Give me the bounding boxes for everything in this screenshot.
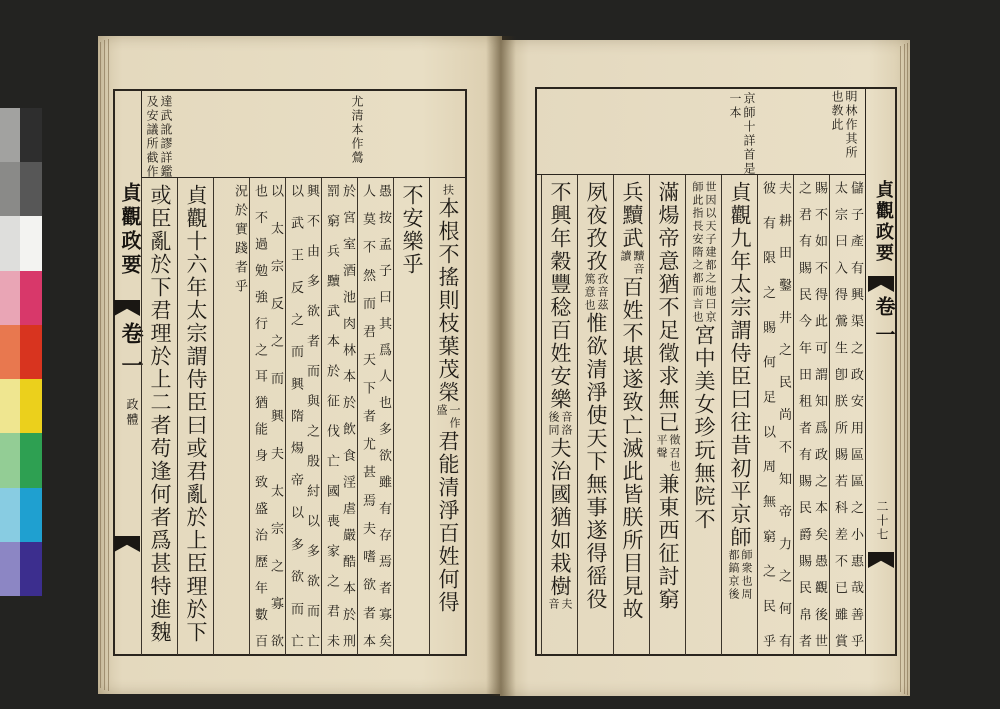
head-note-line: 一本 <box>728 92 742 120</box>
main-text: 君能清淨百姓何得 <box>436 430 460 614</box>
color-patch <box>0 108 20 162</box>
text-column <box>649 175 685 655</box>
interlinear-note <box>619 250 645 276</box>
main-text: 兼東西征討窮 <box>656 473 680 611</box>
commentary-column <box>213 178 249 655</box>
text-columns <box>141 178 465 655</box>
text-column <box>177 178 213 655</box>
main-text: 惟欲清淨使天下無事遂得徭役 <box>584 312 608 611</box>
section-label: 政體 <box>125 398 139 428</box>
book-title-edge: 貞觀政要 <box>118 182 142 278</box>
main-text: 貞觀九年太宗謂侍臣曰往昔初平京師 <box>728 181 752 549</box>
note-line: 音洛 <box>560 411 573 437</box>
note-line: 黷音 <box>632 250 645 276</box>
color-patch <box>0 488 20 542</box>
main-text: 兵黷武 <box>620 181 644 250</box>
color-patch <box>0 433 20 487</box>
note-line: 師此指長安隋之都而言也 <box>691 181 704 324</box>
commentary-line: 太宗曰入得鶯生卽朕所賜若科差不已雖賞 <box>832 181 847 647</box>
color-patch <box>0 379 20 433</box>
commentary-line: 也不過勉強行之耳猶能身致盛治歷年數百 <box>252 184 267 647</box>
main-text: 本根不搖則枝葉茂榮 <box>436 197 460 404</box>
head-note-line: 尤清本作鶯 <box>350 95 364 165</box>
text-column <box>613 175 649 655</box>
commentary-line: 人莫不然而君天下者尤甚焉夫嗜欲者本 <box>360 184 375 647</box>
note-line: 扶 <box>441 184 455 197</box>
main-text: 夫治國猶如栽樹 <box>548 437 572 598</box>
note-line: 孜音茲 <box>596 273 609 312</box>
commentary-column <box>793 175 829 655</box>
volume-label: 卷一 <box>118 322 144 386</box>
color-patch <box>20 325 42 379</box>
commentary-line: 以武王反之而興隋煬帝以多欲而亡 <box>288 184 303 647</box>
page-stack-edge <box>100 42 101 688</box>
color-patch <box>0 271 20 325</box>
head-note-line: 及安議所截作 <box>145 95 159 179</box>
book-gutter-shadow <box>486 36 516 696</box>
interlinear-note <box>442 184 455 197</box>
color-patch <box>20 488 42 542</box>
commentary-column <box>285 178 321 655</box>
note-line: 後同 <box>547 411 560 437</box>
page-stack-edge <box>104 40 105 690</box>
commentary-line: 以太宗反之而興夫太宗之寡欲 <box>268 184 283 647</box>
main-text: 宮中美女珍玩無院不 <box>692 324 716 531</box>
note-line: 徵召也 <box>668 434 681 473</box>
volume-label: 卷一 <box>872 296 896 352</box>
color-patch <box>20 162 42 216</box>
note-line: 盛 <box>435 404 448 417</box>
commentary-column <box>321 178 357 655</box>
interlinear-note <box>583 273 609 312</box>
commentary-line: 儲子產有興渠之政安用區區之小惠哉善乎 <box>848 181 863 647</box>
color-calibration-strip <box>0 108 42 596</box>
interlinear-note <box>727 549 753 601</box>
commentary-line: 興不由多欲者而與之殷紂以多欲而亡 <box>304 184 319 647</box>
commentary-line: 於宮室酒池肉林本於飲食淫虐嚴酷本於刑 <box>340 184 355 647</box>
note-line: 師衆也周 <box>740 549 753 601</box>
commentary-column <box>357 178 393 655</box>
color-patch <box>20 271 42 325</box>
page-stack-edge <box>108 39 109 691</box>
book-title-edge: 貞觀政要 <box>873 180 894 264</box>
text-column <box>685 175 721 655</box>
main-text: 百姓不堪遂致亡滅此皆朕所目見故 <box>620 276 644 621</box>
head-note <box>145 95 173 179</box>
commentary-column <box>829 175 865 655</box>
color-patch <box>20 108 42 162</box>
head-note-line: 達武訛謬詳鑑 <box>159 95 173 179</box>
text-column <box>541 175 577 655</box>
interlinear-note <box>691 181 717 324</box>
interlinear-note <box>655 434 681 473</box>
main-text: 或臣亂於下君理於上二者苟逢何者爲甚特進魏 <box>148 184 172 644</box>
color-patch <box>0 542 20 596</box>
text-column <box>141 178 177 655</box>
commentary-line: 夫耕田鑿井之民尚不知帝力之何有 <box>776 181 791 647</box>
note-line: 讀 <box>619 250 632 263</box>
color-patch <box>0 216 20 270</box>
commentary-column <box>249 178 285 655</box>
interlinear-note <box>547 411 573 437</box>
page-stack-edge <box>900 46 901 692</box>
color-patch <box>20 379 42 433</box>
note-line: 音 <box>547 598 560 611</box>
head-note <box>728 92 756 176</box>
head-note <box>830 90 858 160</box>
color-patch <box>0 162 20 216</box>
commentary-line: 之君有賜民今年田租者有賜民爵賜民帛者 <box>796 181 811 647</box>
head-note-line: 也教此 <box>830 90 844 132</box>
note-line: 都鎬京後 <box>727 549 740 601</box>
text-column <box>577 175 613 655</box>
text-column <box>393 178 429 655</box>
note-line: 一作 <box>448 404 461 430</box>
color-patch <box>20 433 42 487</box>
text-column <box>721 175 757 655</box>
color-patch <box>0 325 20 379</box>
page-number: 二十七 <box>875 500 889 542</box>
commentary-line: 罰窮兵黷武本於征伐亡國喪家之君未 <box>324 184 339 647</box>
commentary-line: 賜不如不得此可謂知爲政之本矣愚觀後世 <box>812 181 827 647</box>
commentary-line: 愚按孟子曰其爲人也多欲雖有存焉者寡矣 <box>376 184 391 647</box>
interlinear-note <box>435 404 461 430</box>
commentary-column <box>757 175 793 655</box>
left-page <box>98 36 502 694</box>
page-stack-edge <box>907 43 908 695</box>
note-line: 世因以天子建都之地曰京 <box>704 181 717 324</box>
center-strip-rule <box>865 87 866 656</box>
text-column <box>429 178 465 655</box>
main-text: 不安樂乎 <box>400 184 424 276</box>
commentary-line: 彼有限之賜何足以周無窮之民乎 <box>760 181 775 647</box>
color-patch <box>20 542 42 596</box>
note-line: 夫 <box>560 598 573 611</box>
main-text: 不興年穀豐稔百姓安樂 <box>548 181 572 411</box>
color-patch <box>20 216 42 270</box>
main-text: 滿煬帝意猶不足徵求無已 <box>656 181 680 434</box>
main-text: 貞觀十六年太宗謂侍臣曰或君亂於上臣理於下 <box>184 184 208 644</box>
commentary-line: 況於實踐者乎 <box>232 184 247 298</box>
main-text: 夙夜孜孜 <box>584 181 608 273</box>
interlinear-note <box>547 598 573 611</box>
head-note <box>350 95 364 165</box>
note-line: 平聲 <box>655 434 668 460</box>
right-page <box>500 40 910 696</box>
head-note-line: 眀林作其所 <box>844 90 858 160</box>
head-note-line: 京師十詳首是 <box>742 92 756 176</box>
note-line: 篤意也 <box>583 273 596 312</box>
page-stack-edge <box>904 44 905 694</box>
text-columns <box>541 175 865 655</box>
